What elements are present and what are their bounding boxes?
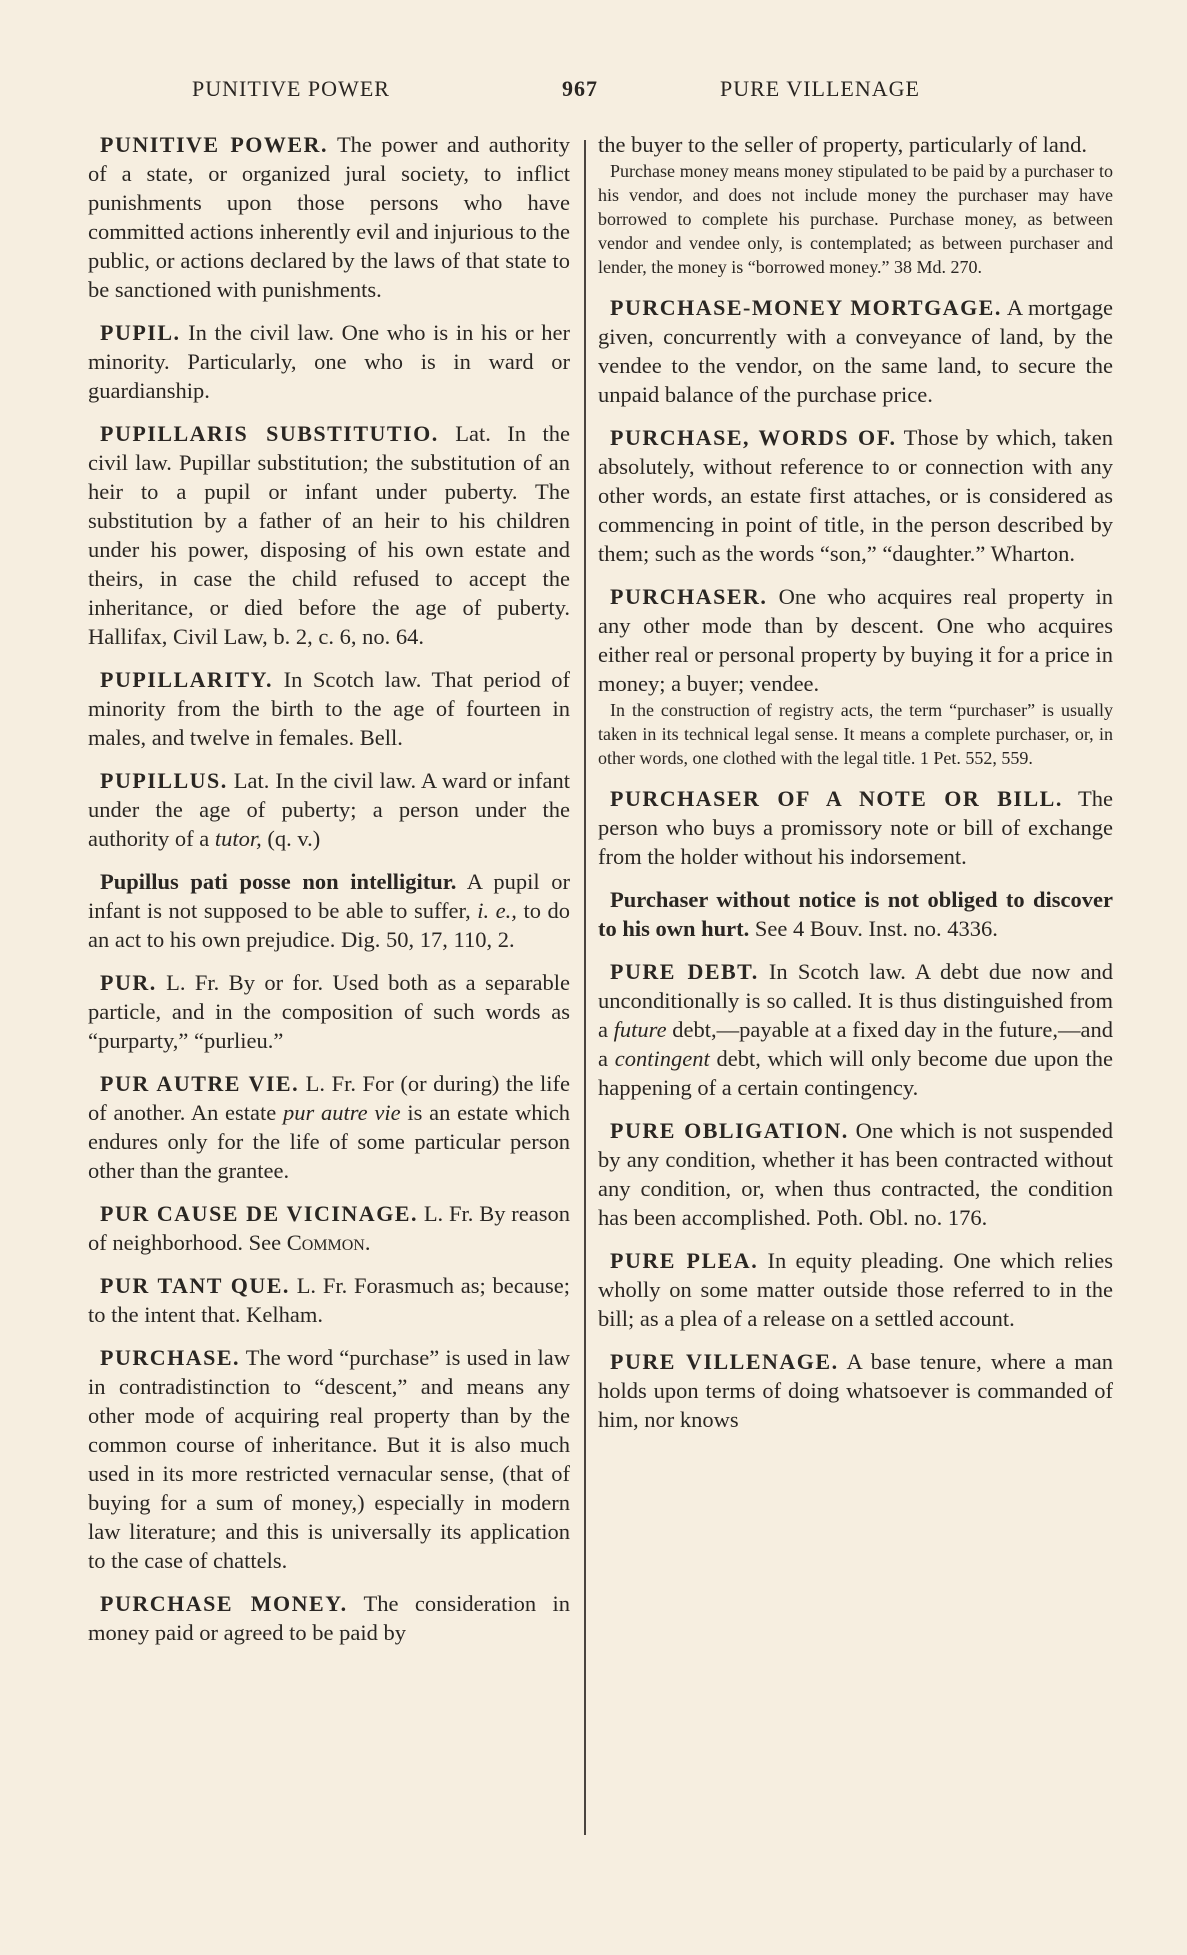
definition: The person who buys a promissory note or bill of exchange from the holder without his indorsement. [598, 786, 1113, 869]
definition: The power and authority of a state, or organized jural society, to inflict punishments upon those persons who have committed actions inherently evil and injurious to the public, or actions declared by the laws of that state to be sanctioned with punishments. [88, 132, 571, 302]
entry-pur [88, 968, 570, 1055]
definition: is an estate which endures only for the life of some particular person other than the grantee. [88, 1100, 571, 1183]
headword: PURCHASE, WORDS OF. [610, 425, 897, 450]
entry-pur-autre-vie [88, 1069, 570, 1185]
definition: Lat. In the civil law. A ward or infant under the age of puberty; a person under the authority of a [88, 768, 571, 851]
running-header [0, 76, 1187, 110]
entry-pur-cause-de-vicinage [88, 1199, 570, 1257]
headword: PUR TANT QUE. [100, 1273, 290, 1298]
definition: See 4 Bouv. Inst. no. 4336. [754, 916, 998, 941]
definition: In equity pleading. One which relies wholly on some matter outside those referred to in the bill; as a plea of a release on a settled account. [598, 1248, 1114, 1331]
definition: L. Fr. By or for. Used both as a separable particle, and in the composition of such words as “purparty,” “purlieu.” [88, 970, 571, 1053]
entry-purchaser [598, 582, 1113, 770]
entry-purchase-money-mortgage [598, 293, 1113, 409]
definition: L. Fr. By reason of neighborhood. See [88, 1201, 570, 1255]
definition: In Scotch law. That period of minority from the birth to the age of fourteen in males, and twelve in females. Bell. [88, 667, 570, 750]
headword: PURE PLEA. [610, 1248, 759, 1273]
definition: debt,—payable at a fixed day in the future,—and a [598, 1017, 1113, 1071]
right-column [598, 130, 1113, 1448]
definition-italic: contingent [614, 1046, 710, 1071]
headword: PUR CAUSE DE VICINAGE. [100, 1201, 418, 1226]
header-right-guide-word: PURE VILLENAGE [720, 76, 920, 101]
maxim: Pupillus pati posse non intelligitur. [100, 869, 457, 894]
definition: In Scotch law. A debt due now and unconditionally is so called. It is thus distinguished from a [598, 959, 1114, 1042]
headword: PURE DEBT. [610, 959, 759, 984]
headword: PURCHASE. [100, 1345, 241, 1370]
definition: In the civil law. One who is in his or her minority. Particularly, one who is in ward or guardianship. [88, 320, 571, 403]
headword: PUR. [100, 970, 157, 995]
note: In the construction of registry acts, the term “purchaser” is usually taken in its technical legal sense. It means a complete purchaser, or, in other words, one clothed with the legal title. 1 Pet. 552, 559. [598, 700, 1113, 768]
entry-pure-obligation [598, 1116, 1113, 1232]
entry-pupil [88, 318, 570, 405]
definition-italic: tutor, [214, 826, 262, 851]
definition: debt, which will only become due upon the happening of a certain contingency. [598, 1046, 1113, 1100]
entry-purchase [88, 1343, 570, 1575]
page-number: 967 [562, 76, 598, 101]
entry-pupillaris-substitutio [88, 419, 570, 651]
entry-pur-tant-que [88, 1271, 570, 1329]
definition: . [364, 1230, 371, 1255]
definition-italic: i. e., [477, 898, 517, 923]
headword: PURCHASER. [610, 584, 768, 609]
entry-purchaser-without-notice [598, 885, 1113, 943]
headword: PUPILLUS. [100, 768, 228, 793]
headword: PURCHASER OF A NOTE OR BILL. [610, 786, 1063, 811]
entry-pupillus [88, 766, 570, 853]
header-left-guide-word: PUNITIVE POWER [192, 76, 390, 101]
entry-pure-villenage [598, 1347, 1113, 1434]
entry-pure-plea [598, 1246, 1113, 1333]
entry-purchaser-of-note-or-bill [598, 784, 1113, 871]
headword: PURCHASE-MONEY MORTGAGE. [610, 295, 1002, 320]
headword: PUPILLARITY. [100, 667, 274, 692]
headword: PURE OBLIGATION. [610, 1118, 849, 1143]
definition: A pupil or infant is not supposed to be able to suffer, [88, 869, 570, 923]
definition: A mortgage given, concurrently with a conveyance of land, by the vendee to the vendor, on the same land, to secure the unpaid balance of the purchase price. [598, 295, 1113, 407]
definition: One which is not suspended by any condition, whether it has been contracted without any condition, or, when thus contracted, the condition has been accomplished. Poth. Obl. no. 176. [598, 1118, 1114, 1230]
headword: PUR AUTRE VIE. [100, 1071, 300, 1096]
definition: Those by which, taken absolutely, without reference to or connection with any other words, an estate first attaches, or is considered as commencing in point of title, in the person described by them; such as the words “son,” “daughter.” Wharton. [598, 425, 1114, 566]
definition: the buyer to the seller of property, particularly of land. [598, 132, 1087, 157]
cross-reference: Common [286, 1230, 365, 1255]
definition-italic: future [613, 1017, 667, 1042]
entry-purchase-money [88, 1589, 570, 1647]
entry-pupillarity [88, 665, 570, 752]
headword: PURCHASE MONEY. [100, 1591, 348, 1616]
entry-pupillus-maxim [88, 867, 570, 954]
definition: L. Fr. Forasmuch as; because; to the intent that. Kelham. [88, 1273, 570, 1327]
headword: PUNITIVE POWER. [100, 132, 328, 157]
left-column [88, 130, 570, 1661]
definition: to do an act to his own prejudice. Dig. 50, 17, 110, 2. [88, 898, 570, 952]
column-divider [584, 140, 586, 1835]
headword: PUPIL. [100, 320, 181, 345]
note: Purchase money means money stipulated to be paid by a purchaser to his vendor, and does not include money the purchaser may have borrowed to complete his purchase. Purchase money, as between vendor and vendee only, is contemplated; as between purchaser and lender, the money is “borrowed money.” 38 Md. 270. [598, 161, 1113, 277]
definition: L. Fr. For (or during) the life of another. An estate [88, 1071, 570, 1125]
entry-purchase-words-of [598, 423, 1113, 568]
definition-italic: pur autre vie [283, 1100, 401, 1125]
definition: Lat. In the civil law. Pupillar substitution; the substitution of an heir to a pupil or infant under puberty. The substitution by a father of an heir to his children under his power, disposing of his own estate and theirs, in case the child refused to accept the inheritance, or died before the age of puberty. Hallifax, Civil Law, b. 2, c. 6, no. 64. [88, 421, 570, 649]
headword: PURE VILLENAGE. [610, 1349, 839, 1374]
entry-pure-debt [598, 957, 1113, 1102]
definition: One who acquires real property in any other mode than by descent. One who acquires either real or personal property by buying it for a price in money; a buyer; vendee. [598, 584, 1114, 696]
entry-purchase-money-continued [598, 130, 1113, 279]
entry-punitive-power [88, 130, 570, 304]
definition: (q. v.) [261, 826, 321, 851]
definition: The word “purchase” is used in law in contradistinction to “descent,” and means any other mode of acquiring real property than by the common course of inheritance. But it is also much used in its more restricted vernacular sense, (that of buying for a sum of money,) especially in modern law literature; and this is universally its application to the case of chattels. [88, 1345, 570, 1573]
definition: A base tenure, where a man holds upon terms of doing whatsoever is commanded of him, nor knows [598, 1349, 1113, 1432]
headword: PUPILLARIS SUBSTITUTIO. [100, 421, 439, 446]
maxim: Purchaser without notice is not obliged to discover to his own hurt. [598, 887, 1113, 941]
definition: The consideration in money paid or agreed to be paid by [88, 1591, 570, 1645]
